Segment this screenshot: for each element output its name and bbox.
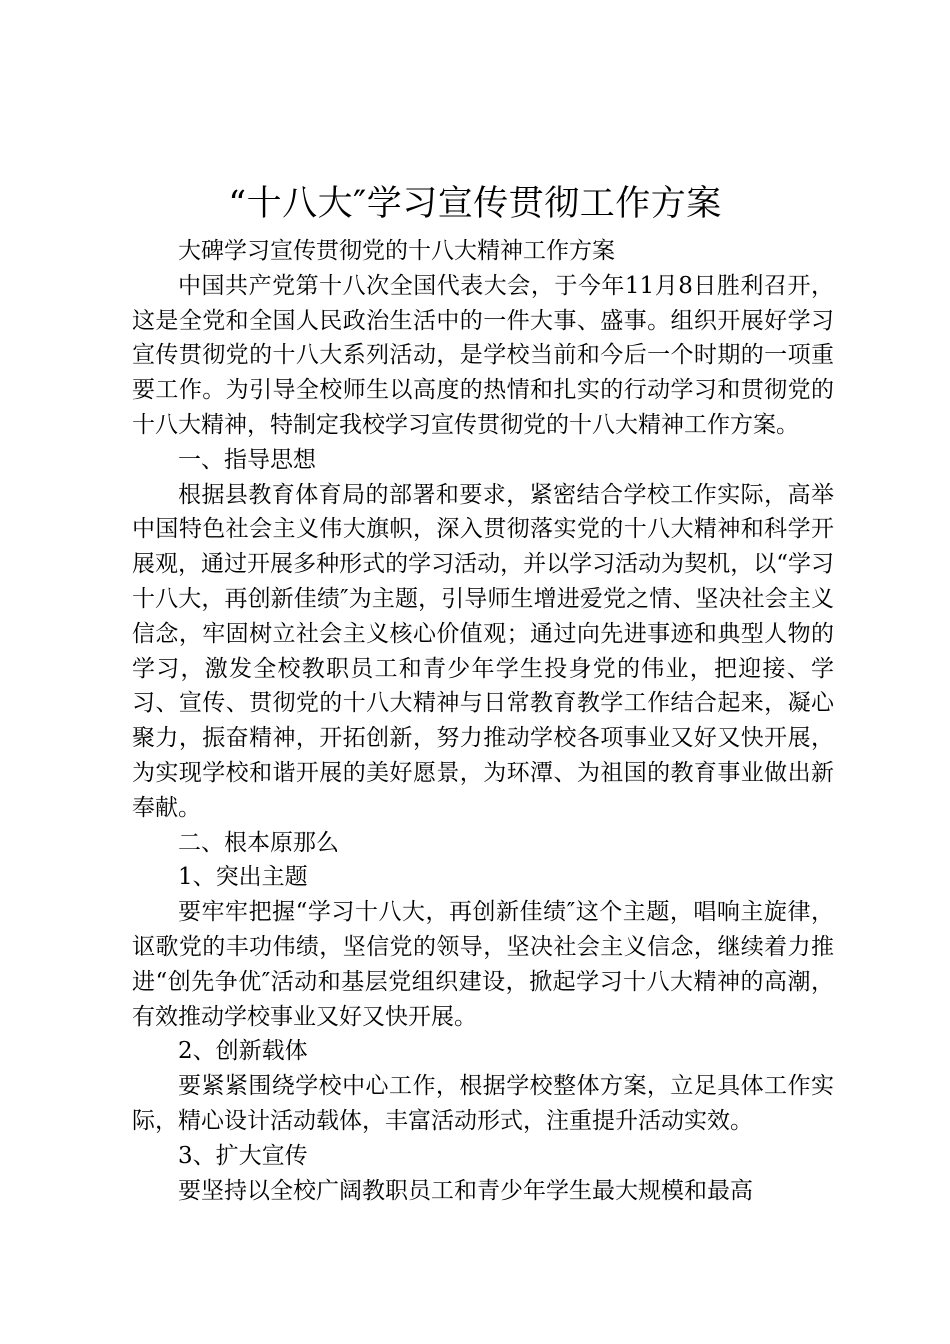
section-heading-basic-principles: 二、根本原那么 (178, 829, 339, 856)
innovate-carrier-paragraph: 要紧紧围绕学校中心工作，根据学校整体方案，立足具体工作实际，精心设计活动载体，丰富活动形式，注重提升活动实效。 (132, 1073, 834, 1134)
expand-publicity-paragraph: 要坚持以全校广阔教职员工和青少年学生最大规模和最高 (178, 1177, 753, 1204)
subheading-expand-publicity: 3、扩大宣传 (178, 1142, 308, 1169)
subtitle-paragraph: 大碑学习宣传贯彻党的十八大精神工作方案 (178, 238, 615, 264)
document-body (132, 234, 834, 1208)
guiding-ideology-paragraph: 根据县教育体育局的部署和要求，紧密结合学校工作实际，高举中国特色社会主义伟大旗帜，深入贯彻落实党的十八大精神和科学开展观，通过开展多种形式的学习活动，并以学习活动为契机，以“学习十八大，再创新佳绩″为主题，引导师生增进爱党之情、坚决社会主义信念，牢固树立社会主义核心价值观；通过向先进事迹和典型人物的学习，激发全校教职员工和青少年学生投身党的伟业，把迎接、学习、宣传、贯彻党的十八大精神与日常教育教学工作结合起来，凝心聚力，振奋精神，开拓创新，努力推动学校各项事业又好又快开展，为实现学校和谐开展的美好愿景，为环潭、为祖国的教育事业做出新奉献。 (132, 481, 834, 821)
subheading-innovate-carrier: 2、创新载体 (178, 1038, 308, 1065)
intro-paragraph: 中国共产党第十八次全国代表大会，于今年11月8日胜利召开，这是全党和全国人民政治生活中的一件大事、盛事。组织开展好学习宣传贯彻党的十八大系列活动，是学校当前和今后一个时期的一项重要工作。为引导全校师生以高度的热情和扎实的行动学习和贯彻党的十八大精神，特制定我校学习宣传贯彻党的十八大精神工作方案。 (132, 272, 834, 438)
section-heading-guiding-ideology: 一、指导思想 (178, 446, 316, 473)
subheading-highlight-theme: 1、突出主题 (178, 864, 308, 891)
highlight-theme-paragraph: 要牢牢把握“学习十八大，再创新佳绩″这个主题，唱响主旋律，讴歌党的丰功伟绩，坚信党的领导，坚决社会主义信念，继续着力推进“创先争优″活动和基层党组织建设，掀起学习十八大精神的高潮，有效推动学校事业又好又快开展。 (132, 899, 834, 1030)
document-title: “十八大″学习宣传贯彻工作方案 (228, 184, 722, 224)
